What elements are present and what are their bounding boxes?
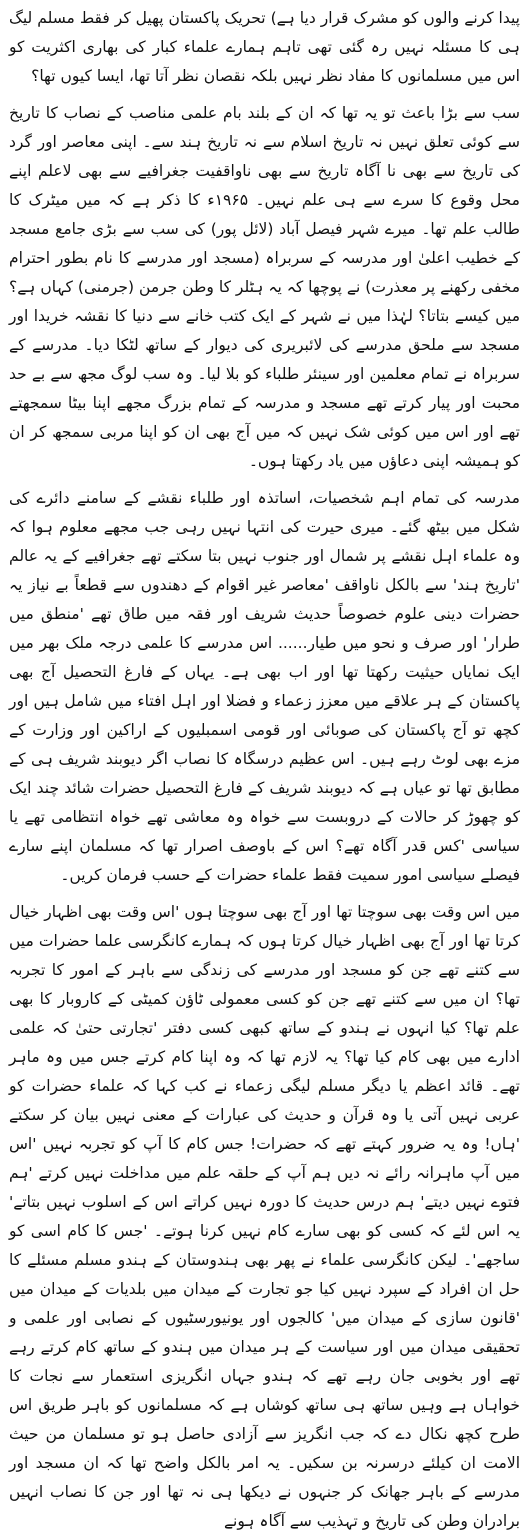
article-paragraph-2: سب سے بڑا باعث تو یہ تھا کہ ان کے بلند بام علمی مناصب کے نصاب کا تاریخ سے کوئی تعلق نہیں نہ تاریخ اسلام سے نہ تاریخ ہند سے۔ اپنی معاصر اور گرد کی تاریخ سے بھی نا آگاہ تاریخ سے بھی ناواقفیت جغرافیے سے بھی لاعلم اپنے محل وقوع کا سرے سے ہی علم نہیں۔ ۱۹۶۵ء کا ذکر ہے کہ میں میٹرک کا طالب علم تھا۔ میرے شہر فیصل آباد (لائل پور) کی سب سے بڑی جامع مسجد کے خطیب اعلیٰ اور مدرسہ کے سربراہ (مسجد اور مدرسے کا نام بطور احترام مخفی رکھنے پر معذرت) نے پوچھا کہ یہ ہٹلر کا وطن جرمن (جرمنی) کہاں ہے؟ میں کیسے بتاتا؟ لہٰذا میں نے شہر کے ایک کتب خانے سے دنیا کا نقشہ خریدا اور مسجد سے ملحق مدرسے کی لائبریری کی دیوار کے ساتھ لٹکا دیا۔ مدرسے کے سربراہ نے تمام معلمین اور سینئر طلباء کو بلا لیا۔ وہ سب لوگ مجھ سے بے حد محبت اور پیار کرتے تھے مسجد و مدرسہ کے تمام بزرگ مجھے اپنا بیٹا سمجھتے تھے اور اس میں کوئی شک نہیں کہ میں آج بھی ان کو اپنا مربی سمجھ کر ان کو ہمیشہ اپنی دعاؤں میں یاد رکھتا ہوں۔	[9, 104, 520, 470]
article-paragraph-3: مدرسہ کی تمام اہم شخصیات، اساتذہ اور طلباء نقشے کے سامنے دائرے کی شکل میں بیٹھ گئے۔ میری حیرت کی انتہا نہیں رہی جب مجھے معلوم ہوا کہ وہ علماء اہل نقشے پر شمال اور جنوب نہیں بتا سکتے تھے جغرافیے کے یہ عالم 'تاریخ ہند' سے بالکل ناواقف 'معاصر غیر اقوام کے دھندوں سے قطعاً بے نیاز یہ حضرات دینی علوم خصوصاً حدیث شریف اور فقہ میں طاق تھے 'منطق میں طرار' اور صرف و نحو میں طیار...... اس مدرسے کا علمی درجہ ملک بھر میں ایک نمایاں حیثیت رکھتا تھا اور اب بھی ہے۔ یہاں کے فارغ التحصیل آج بھی پاکستان کے ہر علاقے میں معزز زعماء و فضلا اور اہل افتاء میں شامل ہیں اور کچھ تو آج پاکستان کی صوبائی اور قومی اسمبلیوں کے اراکین اور وزارت کے مزے بھی لوٹ رہے ہیں۔ اس عظیم درسگاہ کا نصاب اگر دیوبند شریف ہی کے مطابق تھا تو عیاں ہے کہ دیوبند شریف کے فارغ التحصیل حضرات شائد چند ایک کو چھوڑ کر حالات کے دروبست سے خواہ وہ معاشی تھے خواہ انتظامی تھے یا سیاسی 'کس قدر آگاہ تھے؟ اس کے باوصف اصرار تھا کہ مسلمان اپنے سارے فیصلے سیاسی امور سمیت فقط علماء حضرات کے حسب فرمان کریں۔	[9, 489, 520, 884]
article-paragraph-4: میں اس وقت بھی سوچتا تھا اور آج بھی سوچتا ہوں 'اس وقت بھی اظہار خیال کرتا تھا اور آج بھی اظہار خیال کرتا ہوں کہ ہمارے کانگرسی علما حضرات میں سے کتنے تھے جن کو مسجد اور مدرسے کی زندگی سے باہر کے امور کا تجربہ تھا؟ ان میں سے کتنے تھے جن کو کسی معمولی ٹاؤن کمیٹی کے کاروبار کا بھی علم تھا؟ کیا انہوں نے ہندو کے ساتھ کبھی کسی دفتر 'تجارتی حتیٰ کہ علمی ادارے میں بھی کام کیا تھا؟ یہ لازم تھا کہ وہ اپنا کام کرتے جس میں وہ ماہر تھے۔ قائد اعظم یا دیگر مسلم لیگی زعماء نے کب کہا کہ علماء حضرات کو عربی نہیں آتی یا وہ قرآن و حدیث کی عبارات کے معنی نہیں بیان کر سکتے 'ہاں! وہ یہ ضرور کہتے تھے کہ حضرات! جس کام کا آپ کو تجربہ نہیں 'اس میں آپ ماہرانہ رائے نہ دیں ہم آپ کے حلقہ علم میں مداخلت نہیں کرتے 'ہم فتوے نہیں دیتے' ہم درس حدیث کا دورہ نہیں کراتے اس کے اسلوب نہیں بتاتے' یہ اس لئے کہ کسی کو بھی سارے کام نہیں کرنا ہوتے۔ 'جس کا کام اسی کو ساجھے'۔ لیکن کانگرسی علماء نے پھر بھی ہندوستان کے ہندو مسلم مسئلے کا حل ان افراد کے سپرد نہیں کیا جو تجارت کے میدان میں بلدیات کے میدان میں 'قانون سازی کے میدان میں' کالجوں اور یونیورسٹیوں کے نصابی اور علمی و تحقیقی میدان میں اور سیاست کے ہر میدان میں ہندو کے ساتھ کام کرتے رہے تھے اور بخوبی جان رہے تھے کہ ہندو جہاں انگریزی استعمار سے نجات کا خواہاں ہے وہیں ساتھ ہی ساتھ کوشاں ہے کہ مسلمانوں کو باہر طریق اس طرح کچھ نکال دے کہ جب انگریز سے آزادی حاصل ہو تو مسلمان من حیث الامت ان کیلئے درسرنہ بن سکیں۔ یہ امر بالکل واضح تھا کہ ان مسجد اور مدرسے کے باہر جھانک کر جنہوں نے دیکھا ہی نہ تھا اور جن کا نصاب انہیں برادران وطن کی تاریخ و تہذیب سے آگاہ ہونے	[9, 903, 521, 1530]
article-paragraph-1: پیدا کرنے والوں کو مشرک قرار دیا ہے) تحریک پاکستان پھیل کر فقط مسلم لیگ ہی کا مسئلہ نہیں رہ گئی تھی تاہم ہمارے علماء کبار کی بھاری اکثریت کو اس میں مسلمانوں کا مفاد نظر نہیں بلکہ نقصان نظر آتا تھا، ایسا کیوں تھا؟	[9, 9, 520, 85]
